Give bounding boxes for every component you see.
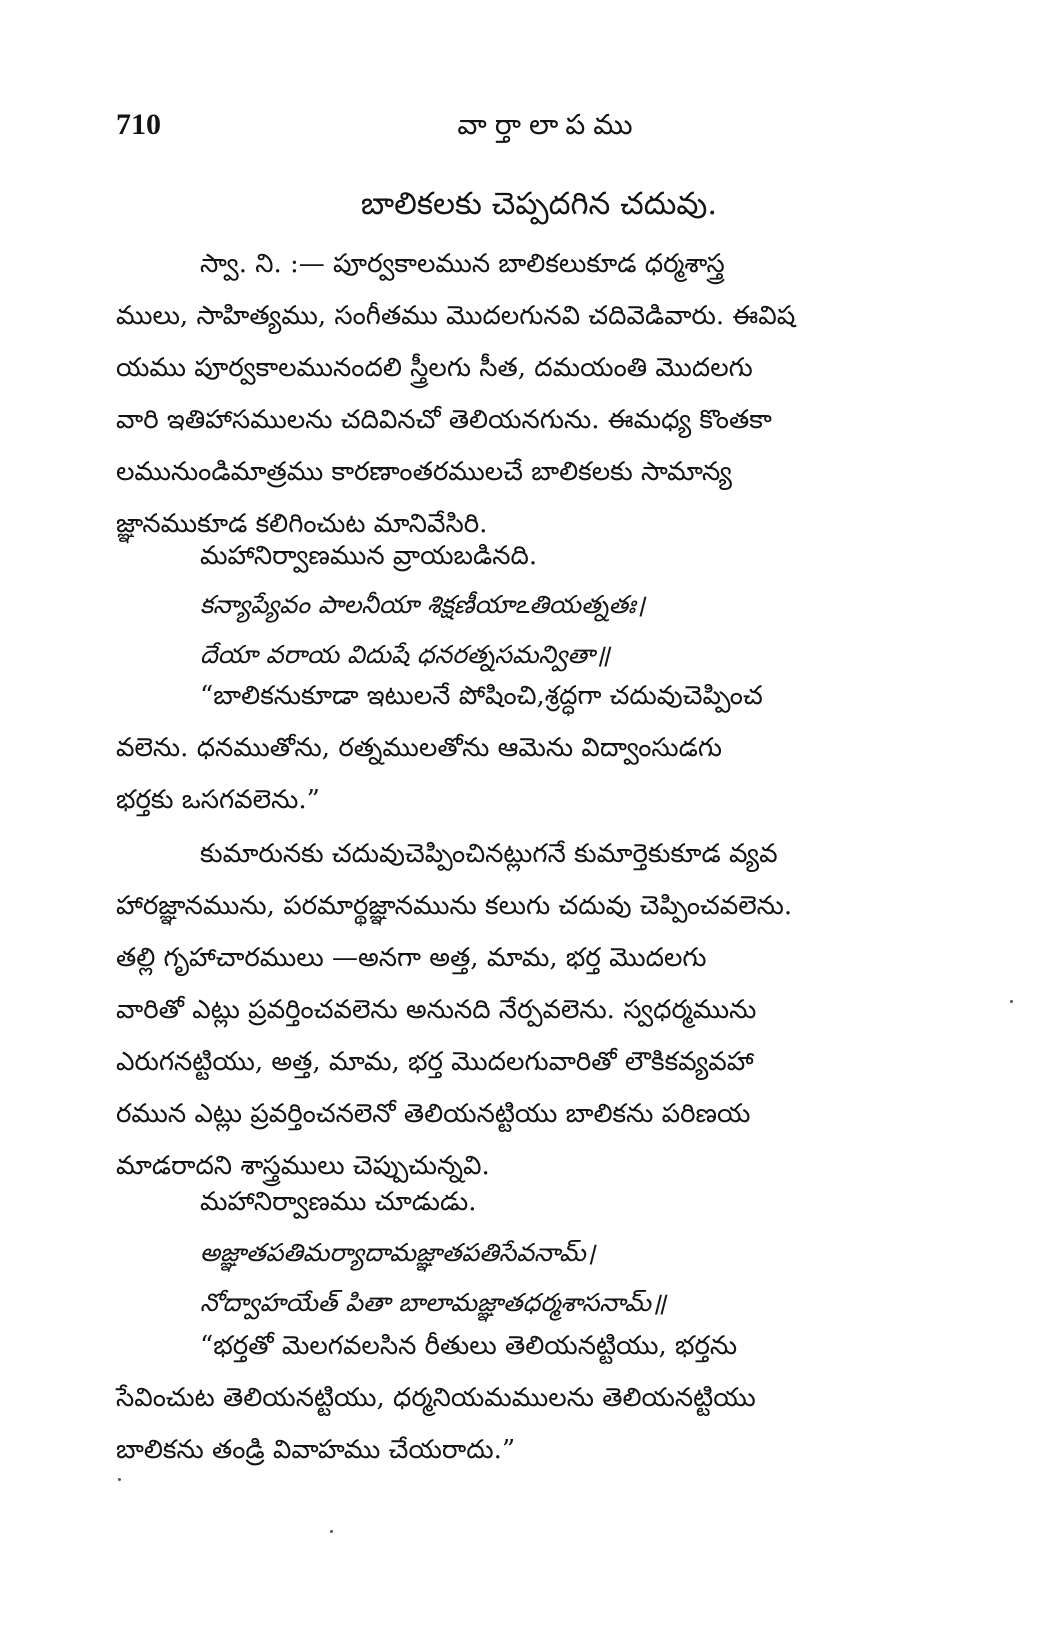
source-note-2: మహానిర్వాణము చూడుడు. — [200, 1187, 477, 1217]
paragraph-1 — [116, 238, 926, 550]
paragraph-line: లమునుండిమాత్రము కారణాంతరములచే బాలికలకు సామాన్య — [116, 457, 732, 487]
paragraph-line: భర్తకు ఒసగవలెను.” — [116, 785, 320, 815]
paragraph-line: సేవించుట తెలియనట్టియు, ధర్మనియమములను తెలియనట్టియు — [116, 1383, 756, 1413]
paragraph-line: వారితో ఎట్లు ప్రవర్తించవలెను అనునది నేర్పవలెను. స్వధర్మమును — [116, 995, 757, 1025]
paragraph-line: మాడరాదని శాస్త్రములు చెప్పుచున్నవి. — [116, 1151, 490, 1181]
paragraph-line: యము పూర్వకాలమునందలి స్త్రీలగు సీత, దమయంతి మొదలగు — [116, 353, 753, 383]
paragraph-line: ఎరుగనట్టియు, అత్త, మామ, భర్త మొదలగువారితో లౌకికవ్యవహా — [116, 1047, 754, 1077]
paragraph-line: స్వా. ని. :— పూర్వకాలమున బాలికలుకూడ ధర్మశాస్త్ర — [200, 249, 725, 279]
running-head: వార్తాలాపము — [457, 108, 641, 141]
paragraph-line: “భర్తతో మెలగవలసిన రీతులు తెలియనట్టియు, భర్తను — [200, 1331, 738, 1361]
sanskrit-verse-1 — [200, 580, 920, 680]
paragraph-line: రమున ఎట్లు ప్రవర్తించనలెనో తెలియనట్టియు బాలికను పరిణయ — [116, 1099, 751, 1129]
paragraph-4 — [116, 1320, 926, 1476]
section-title: బాలికలకు చెప్పదగిన చదువు. — [360, 186, 718, 222]
paragraph-line: బాలికను తండ్రి వివాహము చేయరాదు.” — [116, 1435, 516, 1465]
page-number: 710 — [116, 108, 161, 141]
verse-line: నోద్వాహయేత్ పితా బాలామజ్ఞాతధర్మశాసనామ్॥ — [200, 1288, 666, 1317]
paragraph-line: హారజ్ఞానమును, పరమార్థజ్ఞానమును కలుగు చదువు చెప్పించవలెను. — [116, 891, 793, 921]
paragraph-line: వలెను. ధనముతోను, రత్నములతోను ఆమెను విద్వాంసుడగు — [116, 733, 723, 763]
paragraph-line: ములు, సాహిత్యము, సంగీతము మొదలగునవి చదివెడివారు. ఈవిష — [116, 301, 796, 331]
paragraph-3 — [116, 828, 926, 1192]
scan-speck — [1010, 1000, 1013, 1003]
sanskrit-verse-2 — [200, 1228, 920, 1328]
paragraph-line: జ్ఞానముకూడ కలిగించుట మానివేసిరి. — [116, 509, 488, 539]
source-note-1: మహానిర్వాణమున వ్రాయబడినది. — [200, 541, 538, 571]
paragraph-line: తల్లి గృహాచారములు —అనగా అత్త, మామ, భర్త మొదలగు — [116, 943, 707, 973]
verse-line: అజ్ఞాతపతిమర్యాదామజ్ఞాతపతిసేవనామ్। — [200, 1238, 596, 1267]
paragraph-2 — [116, 670, 926, 826]
verse-line: కన్యాప్యేవం పాలనీయా శిక్షణీయాఽతియత్నతః। — [200, 590, 645, 619]
paragraph-line: వారి ఇతిహాసములను చదివినచో తెలియనగును. ఈమధ్య కొంతకా — [116, 405, 772, 435]
scan-speck — [330, 1530, 333, 1533]
paragraph-line: కుమారునకు చదువుచెప్పించినట్లుగనే కుమార్తెకుకూడ వ్యవ — [200, 839, 778, 869]
verse-line: దేయా వరాయ విదుషే ధనరత్నసమన్వితా॥ — [200, 640, 610, 669]
paragraph-line: “బాలికనుకూడా ఇటులనే పోషించి,శ్రద్ధగా చదువుచెప్పించ — [200, 681, 763, 711]
scan-speck — [118, 1478, 121, 1481]
